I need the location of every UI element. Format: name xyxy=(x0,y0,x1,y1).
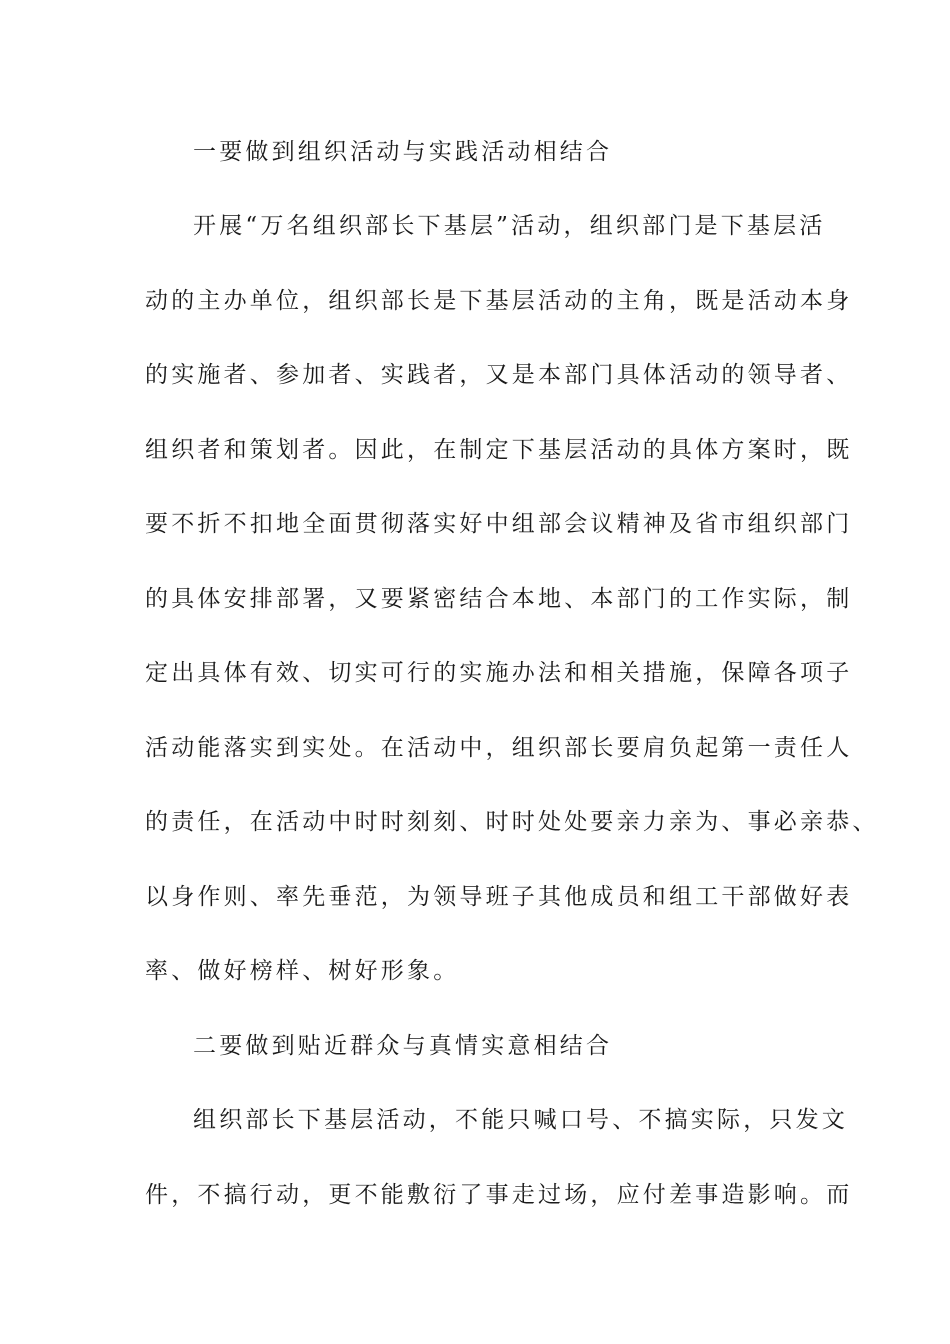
paragraph-line: 的实施者、参加者、实践者，又是本部门具体活动的领导者、 xyxy=(145,362,853,388)
paragraph-line: 率、做好榜样、树好形象。 xyxy=(145,958,460,984)
paragraph-line: 件，不搞行动，更不能敷衍了事走过场，应付差事造影响。而 xyxy=(145,1182,853,1208)
paragraph-line: 定出具体有效、切实可行的实施办法和相关措施，保障各项子 xyxy=(145,660,853,686)
paragraph-line: 的具体安排部署，又要紧密结合本地、本部门的工作实际，制 xyxy=(145,586,853,612)
paragraph-line: 组织部长下基层活动，不能只喊口号、不搞实际，只发文 xyxy=(193,1107,848,1133)
paragraph-line: 开展“万名组织部长下基层”活动，组织部门是下基层活 xyxy=(193,213,826,239)
paragraph-line: 活动能落实到实处。在活动中，组织部长要肩负起第一责任人 xyxy=(145,735,853,761)
section-heading-1: 一要做到组织活动与实践活动相结合 xyxy=(193,139,613,165)
section-heading-2: 二要做到贴近群众与真情实意相结合 xyxy=(193,1033,613,1059)
paragraph-line: 组织者和策划者。因此，在制定下基层活动的具体方案时，既 xyxy=(145,437,853,463)
paragraph-line: 以身作则、率先垂范，为领导班子其他成员和组工干部做好表 xyxy=(145,884,853,910)
paragraph-line: 的责任，在活动中时时刻刻、时时处处要亲力亲为、事必亲恭、 xyxy=(145,809,879,835)
paragraph-line: 动的主办单位，组织部长是下基层活动的主角，既是活动本身 xyxy=(145,288,853,314)
paragraph-line: 要不折不扣地全面贯彻落实好中组部会议精神及省市组织部门 xyxy=(145,511,853,537)
